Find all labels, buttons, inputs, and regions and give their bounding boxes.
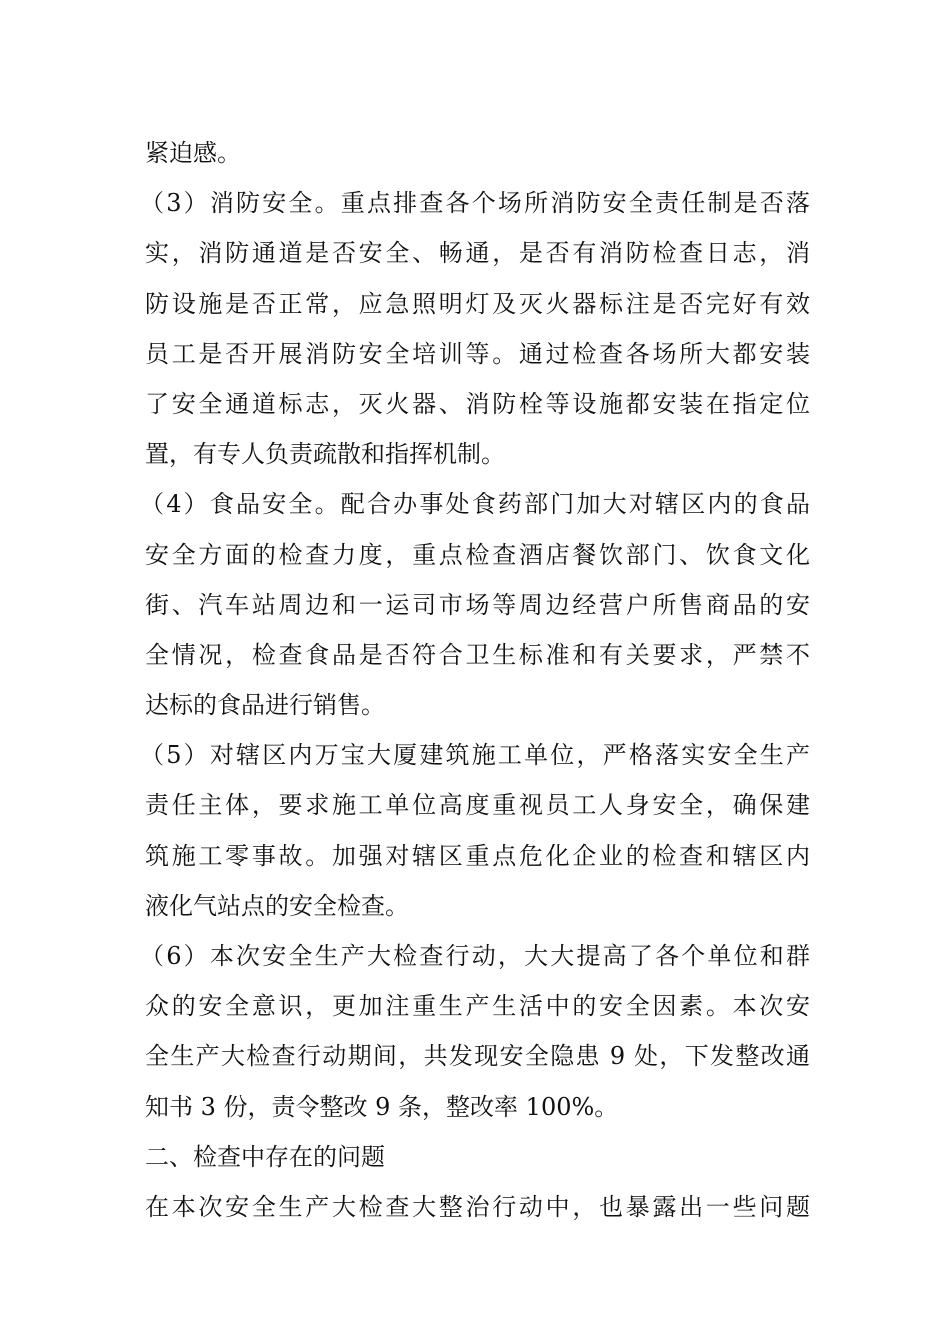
- text-line: 员工是否开展消防安全培训等。通过检查各场所大都安装: [145, 339, 810, 368]
- text-line: （4）食品安全。配合办事处食药部门加大对辖区内的食品: [140, 490, 810, 519]
- section-heading: 二、检查中存在的问题: [145, 1142, 385, 1171]
- text-line: （6）本次安全生产大检查行动，大大提高了各个单位和群: [140, 942, 810, 970]
- text-line: 安全方面的检查力度，重点检查酒店餐饮部门、饮食文化: [145, 540, 810, 569]
- text-line: 知书 3 份，责令整改 9 条，整改率 100%。: [145, 1092, 619, 1121]
- text-line: 了安全通道标志，灭火器、消防栓等设施都安装在指定位: [145, 389, 810, 418]
- text-line: 筑施工零事故。加强对辖区重点危化企业的检查和辖区内: [145, 841, 810, 870]
- text-line: （3）消防安全。重点排查各个场所消防安全责任制是否落: [140, 189, 810, 218]
- text-line: 实，消防通道是否安全、畅通，是否有消防检查日志，消: [145, 239, 810, 268]
- text-line: （5）对辖区内万宝大厦建筑施工单位，严格落实安全生产: [140, 741, 810, 770]
- text-line: 全情况，检查食品是否符合卫生标准和有关要求，严禁不: [145, 640, 810, 669]
- text-line: 液化气站点的安全检查。: [145, 891, 409, 920]
- text-line: 在本次安全生产大检查大整治行动中，也暴露出一些问题: [145, 1192, 810, 1221]
- text-line: 众的安全意识，更加注重生产生活中的安全因素。本次安: [145, 992, 810, 1021]
- text-line: 置，有专人负责疏散和指挥机制。: [145, 440, 505, 469]
- text-line: 责任主体，要求施工单位高度重视员工人身安全，确保建: [145, 791, 810, 820]
- text-line: 全生产大检查行动期间，共发现安全隐患 9 处，下发整改通: [145, 1042, 810, 1071]
- text-line: 达标的食品进行销售。: [145, 691, 385, 720]
- text-line: 紧迫感。: [145, 139, 241, 167]
- document-page: [140, 128, 810, 1232]
- text-line: 街、汽车站周边和一运司市场等周边经营户所售商品的安: [145, 590, 810, 619]
- text-line: 防设施是否正常，应急照明灯及灭火器标注是否完好有效: [145, 289, 810, 318]
